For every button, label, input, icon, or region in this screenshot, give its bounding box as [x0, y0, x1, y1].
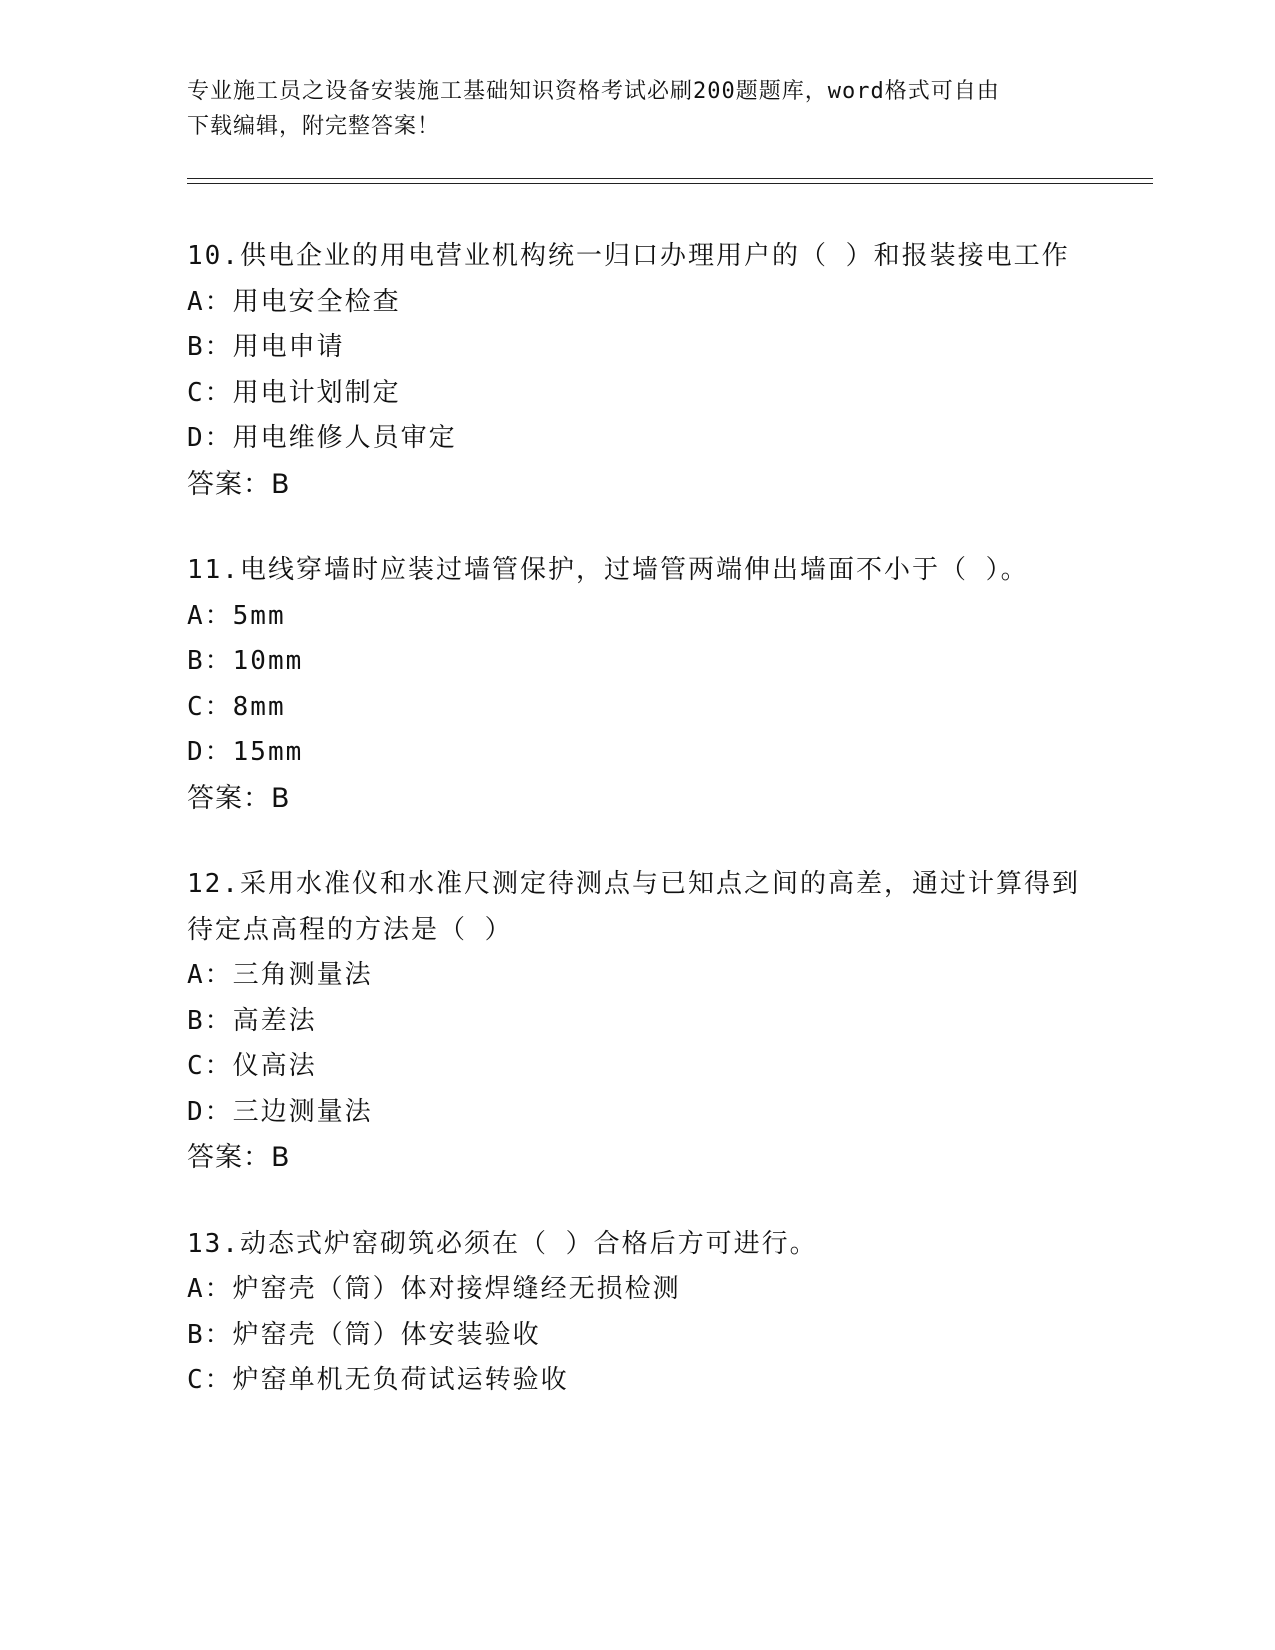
- question-10: [187, 234, 1087, 507]
- option-d: [187, 416, 1087, 462]
- option-text: 用电维修人员审定: [232, 423, 457, 453]
- option-a: [187, 594, 1087, 640]
- answer-line: 答案：B: [187, 468, 291, 500]
- question-stem: 12.采用水准仪和水准尺测定待测点与已知点之间的高差，通过计算得到待定点高程的方法是（ ）: [187, 869, 1080, 945]
- option-key: C：: [187, 1051, 233, 1081]
- option-key: A：: [187, 600, 233, 631]
- option-key: B：: [187, 646, 233, 676]
- option-key: D：: [187, 737, 233, 767]
- answer-line: 答案：B: [187, 782, 291, 814]
- question-11: [187, 548, 1087, 821]
- header-line-2: 下载编辑，附完整答案！: [187, 114, 441, 139]
- option-c: [187, 371, 1087, 417]
- option-key: D：: [187, 423, 233, 453]
- option-key: A：: [187, 960, 233, 990]
- header-divider-bottom: [187, 183, 1153, 184]
- option-key: B：: [187, 1005, 233, 1036]
- option-text: 用电申请: [232, 332, 345, 362]
- answer-line: 答案：B: [187, 1142, 291, 1173]
- option-key: A：: [187, 1274, 233, 1304]
- question-12: [187, 862, 1087, 1181]
- option-key: C：: [187, 691, 233, 722]
- option-key: C：: [187, 1365, 233, 1395]
- option-key: A：: [187, 286, 233, 317]
- option-text: 8mm: [232, 691, 286, 722]
- option-b: [187, 1313, 1087, 1359]
- option-d: [187, 730, 1087, 776]
- option-c: [187, 1358, 1087, 1404]
- header-line-1: 专业施工员之设备安装施工基础知识资格考试必刷200题题库，word格式可自由: [187, 79, 1000, 104]
- option-text: 炉窑单机无负荷试运转验收: [232, 1365, 569, 1395]
- question-list: [187, 234, 1087, 1404]
- option-key: D：: [187, 1096, 233, 1127]
- question-stem: 13.动态式炉窑砌筑必须在（ ）合格后方可进行。: [187, 1228, 818, 1259]
- option-text: 仪高法: [232, 1051, 317, 1081]
- option-text: 高差法: [232, 1005, 317, 1036]
- option-text: 5mm: [232, 600, 286, 631]
- question-13: [187, 1222, 1087, 1404]
- option-a: [187, 1267, 1087, 1313]
- question-stem: 11.电线穿墙时应装过墙管保护，过墙管两端伸出墙面不小于（ ）。: [187, 555, 1029, 585]
- option-text: 用电安全检查: [232, 286, 401, 317]
- option-key: B：: [187, 1319, 233, 1350]
- option-d: [187, 1090, 1087, 1136]
- option-b: [187, 999, 1087, 1045]
- option-text: 三边测量法: [232, 1096, 373, 1127]
- option-text: 15mm: [232, 737, 304, 767]
- option-key: B：: [187, 332, 233, 362]
- question-stem: 10.供电企业的用电营业机构统一归口办理用户的（ ）和报装接电工作: [187, 241, 1070, 271]
- option-text: 炉窑壳（筒）体安装验收: [232, 1319, 541, 1350]
- option-b: [187, 639, 1087, 685]
- option-c: [187, 1044, 1087, 1090]
- option-a: [187, 953, 1087, 999]
- option-text: 用电计划制定: [232, 377, 401, 408]
- option-text: 三角测量法: [232, 960, 373, 990]
- document-header: [187, 74, 1067, 144]
- option-c: [187, 685, 1087, 731]
- option-text: 炉窑壳（筒）体对接焊缝经无损检测: [232, 1274, 681, 1304]
- option-key: C：: [187, 377, 233, 408]
- option-b: [187, 325, 1087, 371]
- option-a: [187, 280, 1087, 326]
- option-text: 10mm: [232, 646, 304, 676]
- header-divider-top: [187, 178, 1153, 179]
